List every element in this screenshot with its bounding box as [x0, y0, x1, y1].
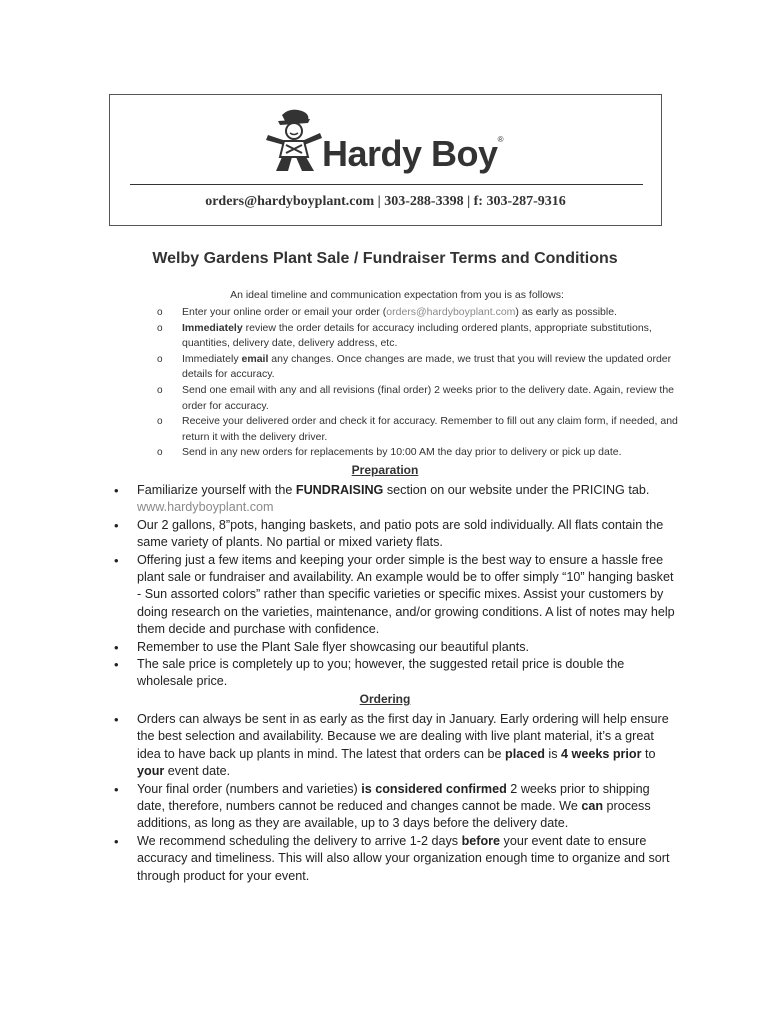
list-item: • Offering just a few items and keeping your order simple is the best way to ensure a hassle free plant sale or fundraiser and availability. An example would be to offer simply “10” hanging basket - Sun assorted colors” rather than specific varieties or specific mixes. Assist your customers by doing research on the varieties, maintenance, and/or growing conditions. A list of notes may help them decide and purchase with confidence. [114, 552, 675, 637]
preparation-heading: Preparation [351, 463, 419, 477]
orders-email-link[interactable]: orders@hardyboyplant.com [386, 306, 516, 318]
ordering-list [0, 711, 770, 885]
list-item: o Enter your online order or email your order (orders@hardyboyplant.com) as early as possible. [157, 306, 617, 318]
hardy-boy-logo [260, 105, 520, 173]
contact-line: orders@hardyboyplant.com | 303-288-3398 | f: 303-287-9316 [205, 194, 566, 209]
timeline-list [0, 305, 770, 461]
list-item: o Send one email with any and all revisions (final order) 2 weeks prior to the delivery date. Again, review the order for accuracy. [157, 383, 675, 412]
preparation-list [0, 482, 770, 691]
logo-wordmark: Hardy Boy® [322, 133, 503, 174]
list-item: • Remember to use the Plant Sale flyer showcasing our beautiful plants. [114, 639, 530, 655]
website-link[interactable]: www.hardyboyplant.com [137, 500, 274, 515]
boy-mascot-icon [260, 105, 330, 173]
list-item: • We recommend scheduling the delivery to arrive 1-2 days before your event date to ensure accuracy and timeliness. This will also allow your organization enough time to organize and sort through product for your event. [114, 833, 670, 883]
header-divider [130, 184, 643, 185]
list-item: • Our 2 gallons, 8”pots, hanging baskets, and patio pots are sold individually. All flats contain the same variety of plants. No partial or mixed variety flats. [114, 517, 664, 550]
list-item: o Receive your delivered order and check it for accuracy. Remember to fill out any claim form, if needed, and return it with the delivery driver. [157, 415, 678, 443]
list-item: o Send in any new orders for replacements by 10:00 AM the day prior to delivery or pick up date. [157, 446, 622, 459]
ordering-heading: Ordering [359, 692, 411, 706]
list-item: • The sale price is completely up to you; however, the suggested retail price is double the wholesale price. [114, 657, 625, 689]
list-item: • Familiarize yourself with the FUNDRAISING section on our website under the PRICING tab. www.hardyboyplant.com [114, 483, 650, 515]
list-item: • Orders can always be sent in as early as the first day in January. Early ordering will help ensure the best selection and availability. Because we are dealing with live plant material, it’s a great idea to have back up plants in mind. The latest that orders can be placed is 4 weeks prior to your event date. [114, 712, 669, 779]
page-title: Welby Gardens Plant Sale / Fundraiser Terms and Conditions [152, 250, 618, 267]
list-item: o Immediately review the order details for accuracy including ordered plants, appropriate substitutions, quantities, delivery date, delivery address, etc. [157, 321, 652, 350]
list-item: • Your final order (numbers and varieties) is considered confirmed 2 weeks prior to shipping date, therefore, numbers cannot be reduced and changes cannot be made. We can process additions, as long as they are available, up to 3 days before the delivery date. [114, 781, 651, 831]
timeline-intro: An ideal timeline and communication expectation from you is as follows: [230, 289, 564, 301]
letterhead-box [109, 94, 662, 226]
list-item: o Immediately email any changes. Once changes are made, we trust that you will review the updated order details for accuracy. [157, 352, 672, 381]
